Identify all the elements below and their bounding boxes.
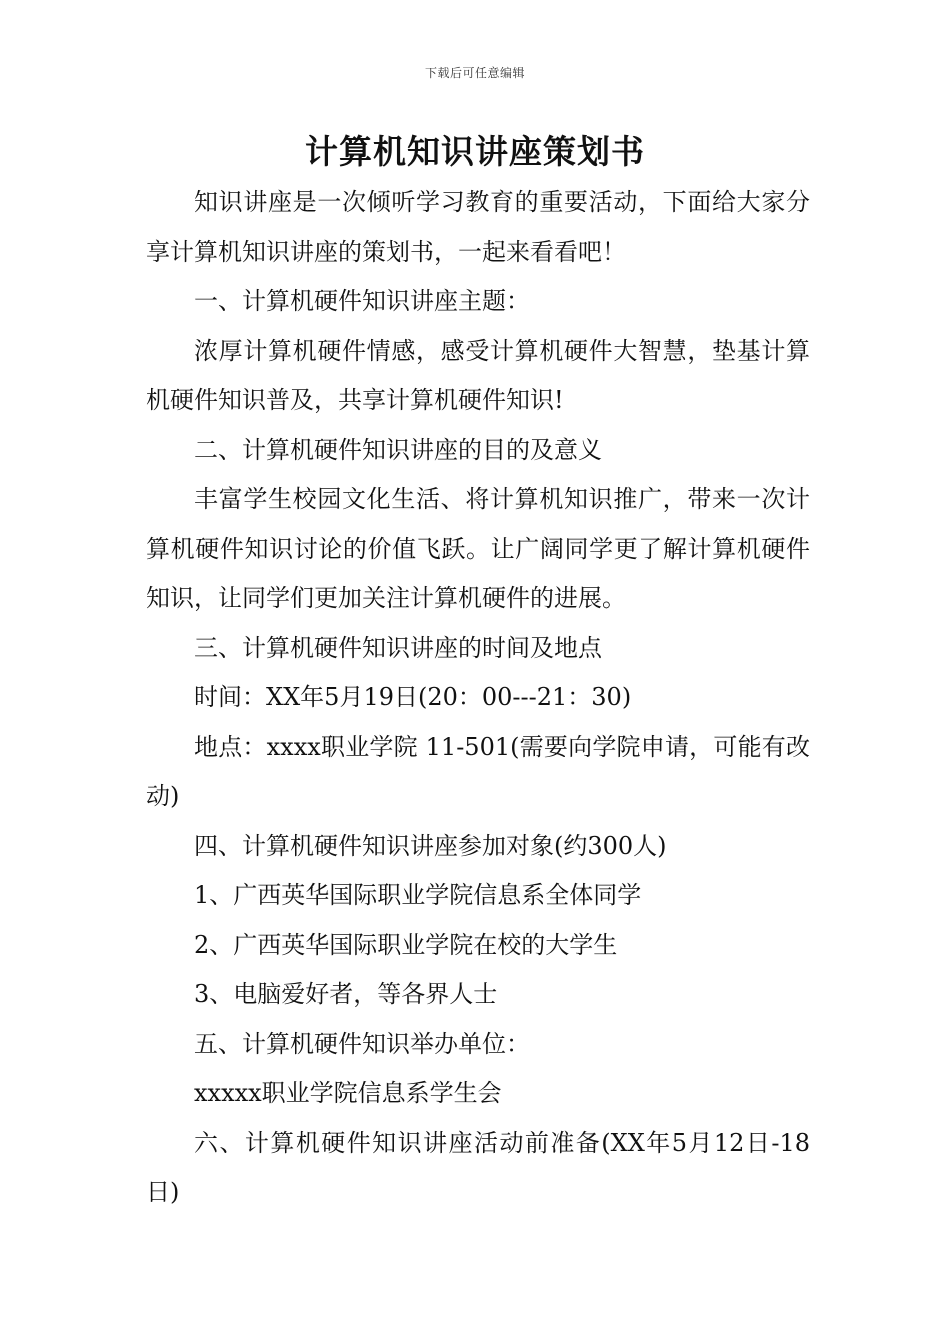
place-line: 地点：xxxx职业学院 11-501(需要向学院申请，可能有改动) xyxy=(146,732,810,810)
time-line: 时间：XX年5月19日(20：00---21：30) xyxy=(194,683,632,711)
section-heading-purpose: 二、计算机硬件知识讲座的目的及意义 xyxy=(194,435,602,464)
section-heading-audience: 四、计算机硬件知识讲座参加对象(约300人) xyxy=(194,831,667,860)
organizer-line: xxxxx职业学院信息系学生会 xyxy=(194,1079,502,1107)
header-note: 下载后可任意编辑 xyxy=(424,66,525,80)
document-title: 计算机知识讲座策划书 xyxy=(305,132,645,171)
section-heading-preparation: 六、计算机硬件知识讲座活动前准备(XX年5月12日-18日) xyxy=(146,1128,810,1206)
section-heading-theme: 一、计算机硬件知识讲座主题： xyxy=(194,287,530,315)
intro-paragraph: 知识讲座是一次倾听学习教育的重要活动，下面给大家分享计算机知识讲座的策划书，一起来看看吧！ xyxy=(146,188,810,266)
theme-paragraph: 浓厚计算机硬件情感，感受计算机硬件大智慧，垫基计算机硬件知识普及，共享计算机硬件知识! xyxy=(146,336,810,414)
document-body xyxy=(146,178,810,1218)
audience-item: 2、广西英华国际职业学院在校的大学生 xyxy=(194,930,618,959)
section-heading-organizer: 五、计算机硬件知识举办单位： xyxy=(194,1029,530,1058)
audience-item: 1、广西英华国际职业学院信息系全体同学 xyxy=(194,881,642,909)
purpose-paragraph: 丰富学生校园文化生活、将计算机知识推广，带来一次计算机硬件知识讨论的价值飞跃。让广阔同学更了解计算机硬件知识，让同学们更加关注计算机硬件的进展。 xyxy=(146,485,810,612)
section-heading-time-place: 三、计算机硬件知识讲座的时间及地点 xyxy=(194,633,602,662)
audience-item: 3、电脑爱好者，等各界人士 xyxy=(194,980,498,1008)
